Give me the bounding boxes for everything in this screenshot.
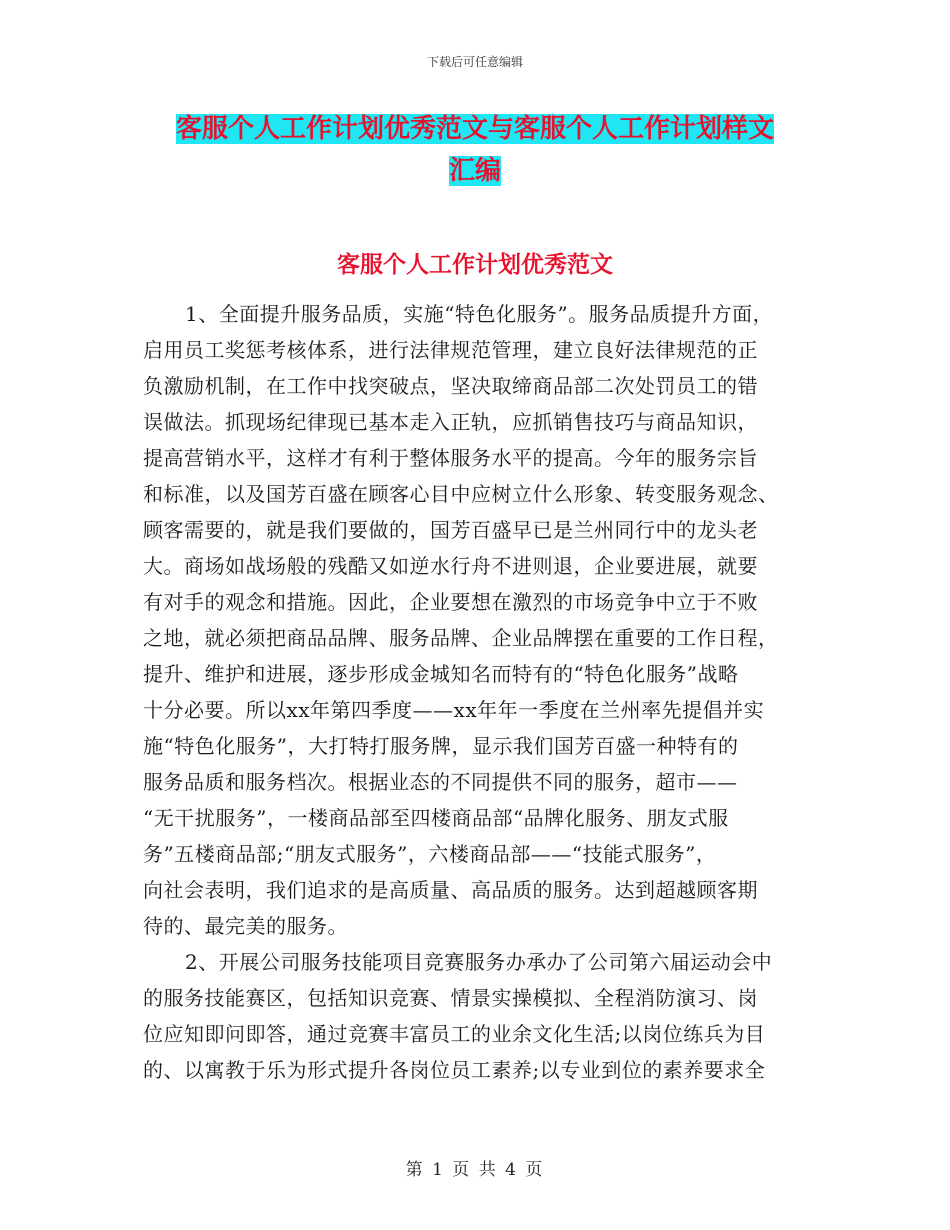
document-body — [143, 296, 823, 1088]
paragraph-2-line: 的、以寓教于乐为形式提升各岗位员工素养;以专业到位的素养要求全 — [143, 1058, 766, 1082]
paragraph-2-line: 的服务技能赛区，包括知识竞赛、情景实操模拟、全程消防演习、岗 — [143, 986, 758, 1010]
paragraph-1-line: 向社会表明，我们追求的是高质量、高品质的服务。达到超越顾客期 — [143, 878, 758, 902]
document-title-line-2: 汇编 — [448, 156, 501, 186]
paragraph-1-line: 务”五楼商品部;“朋友式服务”，六楼商品部——“技能式服务”， — [143, 842, 717, 866]
paragraph-1-line: 有对手的观念和措施。因此，企业要想在激烈的市场竞争中立于不败 — [143, 590, 758, 614]
paragraph-1-line: 顾客需要的，就是我们要做的，国芳百盛早已是兰州同行中的龙头老 — [143, 518, 758, 542]
paragraph-2-line: 位应知即问即答，通过竞赛丰富员工的业余文化生活;以岗位练兵为目 — [143, 1022, 766, 1046]
paragraph-1-line: “无干扰服务”，一楼商品部至四楼商品部“品牌化服务、朋友式服 — [143, 806, 729, 830]
paragraph-1-line: 1、全面提升服务品质，实施“特色化服务”。服务品质提升方面， — [185, 302, 774, 326]
paragraph-2-line: 2、开展公司服务技能项目竞赛服务办承办了公司第六届运动会中 — [185, 950, 773, 974]
page-number-footer: 第 1 页 共 4 页 — [405, 1160, 545, 1180]
page-header-note: 下载后可任意编辑 — [426, 55, 523, 69]
paragraph-1-line: 十分必要。所以xx年第四季度——xx年年一季度在兰州率先提倡并实 — [143, 698, 765, 722]
paragraph-1-line: 提升、维护和进展，逐步形成金城知名而特有的“特色化服务”战略 — [143, 662, 739, 686]
paragraph-1-line: 误做法。抓现场纪律现已基本走入正轨，应抓销售技巧与商品知识， — [143, 410, 758, 434]
paragraph-1-line: 之地，就必须把商品品牌、服务品牌、企业品牌摆在重要的工作日程， — [143, 626, 779, 650]
paragraph-1-line: 服务品质和服务档次。根据业态的不同提供不同的服务，超市—— — [143, 770, 738, 794]
paragraph-1-line: 大。商场如战场般的残酷又如逆水行舟不进则退，企业要进展，就要 — [143, 554, 758, 578]
paragraph-1-line: 待的、最完美的服务。 — [143, 914, 348, 938]
paragraph-1-line: 启用员工奖惩考核体系，进行法律规范管理，建立良好法律规范的正 — [143, 338, 758, 362]
section-heading: 客服个人工作计划优秀范文 — [337, 252, 613, 278]
document-title — [140, 108, 810, 192]
document-title-line-1: 客服个人工作计划优秀范文与客服个人工作计划样文 — [175, 114, 774, 144]
paragraph-1-line: 负激励机制，在工作中找突破点，坚决取缔商品部二次处罚员工的错 — [143, 374, 758, 398]
paragraph-1-line: 施“特色化服务”，大打特打服务牌，显示我们国芳百盛一种特有的 — [143, 734, 739, 758]
paragraph-1-line: 提高营销水平，这样才有利于整体服务水平的提高。今年的服务宗旨 — [143, 446, 758, 470]
paragraph-1-line: 和标准，以及国芳百盛在顾客心目中应树立什么形象、转变服务观念、 — [143, 482, 779, 506]
